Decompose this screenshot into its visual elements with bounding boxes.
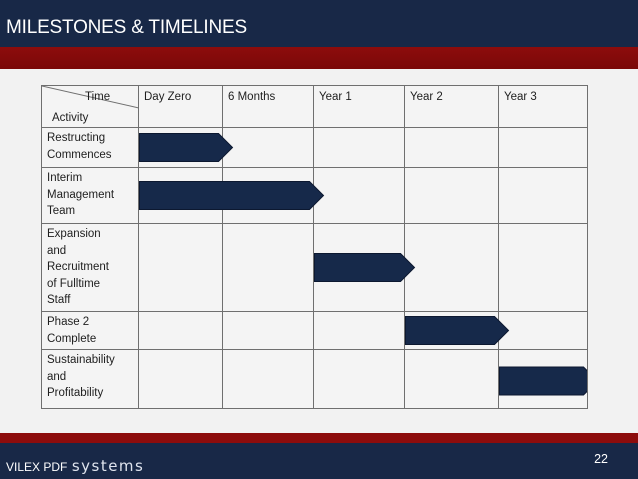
timeline-cell <box>139 224 223 312</box>
timeline-cell <box>223 224 314 312</box>
timeline-cell <box>223 128 314 168</box>
column-header: 6 Months <box>223 86 314 128</box>
timeline-cell <box>405 350 499 409</box>
timeline-cell <box>314 350 405 409</box>
column-header: Day Zero <box>139 86 223 128</box>
corner-cell <box>42 86 139 128</box>
timeline-cell <box>314 312 405 350</box>
activity-cell: Phase 2 Complete <box>42 312 139 350</box>
brand-name: VILEX PDF <box>6 460 68 474</box>
brand-systems: systems <box>71 457 145 475</box>
timeline-cell <box>223 350 314 409</box>
slide-footer <box>0 443 638 479</box>
timeline-table-wrap <box>41 85 587 407</box>
timeline-cell <box>499 168 588 224</box>
timeline-cell <box>223 168 314 224</box>
table-row <box>42 312 588 350</box>
column-header: Year 1 <box>314 86 405 128</box>
activity-cell: Interim Management Team <box>42 168 139 224</box>
timeline-cell <box>405 312 499 350</box>
timeline-cell <box>139 128 223 168</box>
timeline-cell <box>314 168 405 224</box>
brand-logo <box>6 457 144 476</box>
slide-header <box>0 0 638 47</box>
timeline-table <box>41 85 588 409</box>
activity-cell: Sustainability and Profitability <box>42 350 139 409</box>
table-row <box>42 224 588 312</box>
timeline-cell <box>139 168 223 224</box>
timeline-cell <box>405 224 499 312</box>
slide-title: MILESTONES & TIMELINES <box>6 17 247 38</box>
timeline-cell <box>139 350 223 409</box>
page-number: 22 <box>594 452 608 466</box>
timeline-cell <box>139 312 223 350</box>
timeline-cell <box>499 128 588 168</box>
column-header: Year 3 <box>499 86 588 128</box>
footer-accent-bar <box>0 433 638 443</box>
timeline-cell <box>499 224 588 312</box>
timeline-cell <box>314 128 405 168</box>
timeline-cell <box>499 312 588 350</box>
corner-activity-label: Activity <box>52 112 89 124</box>
column-header: Year 2 <box>405 86 499 128</box>
timeline-cell <box>314 224 405 312</box>
header-accent-bar <box>0 47 638 69</box>
table-header-row <box>42 86 588 128</box>
timeline-cell <box>499 350 588 409</box>
activity-cell: Restructing Commences <box>42 128 139 168</box>
timeline-cell <box>223 312 314 350</box>
timeline-cell <box>405 128 499 168</box>
timeline-cell <box>405 168 499 224</box>
table-row <box>42 168 588 224</box>
table-row <box>42 350 588 409</box>
corner-time-label: Time <box>85 91 111 103</box>
table-row <box>42 128 588 168</box>
activity-cell: Expansion and Recruitment of Fulltime Staff <box>42 224 139 312</box>
